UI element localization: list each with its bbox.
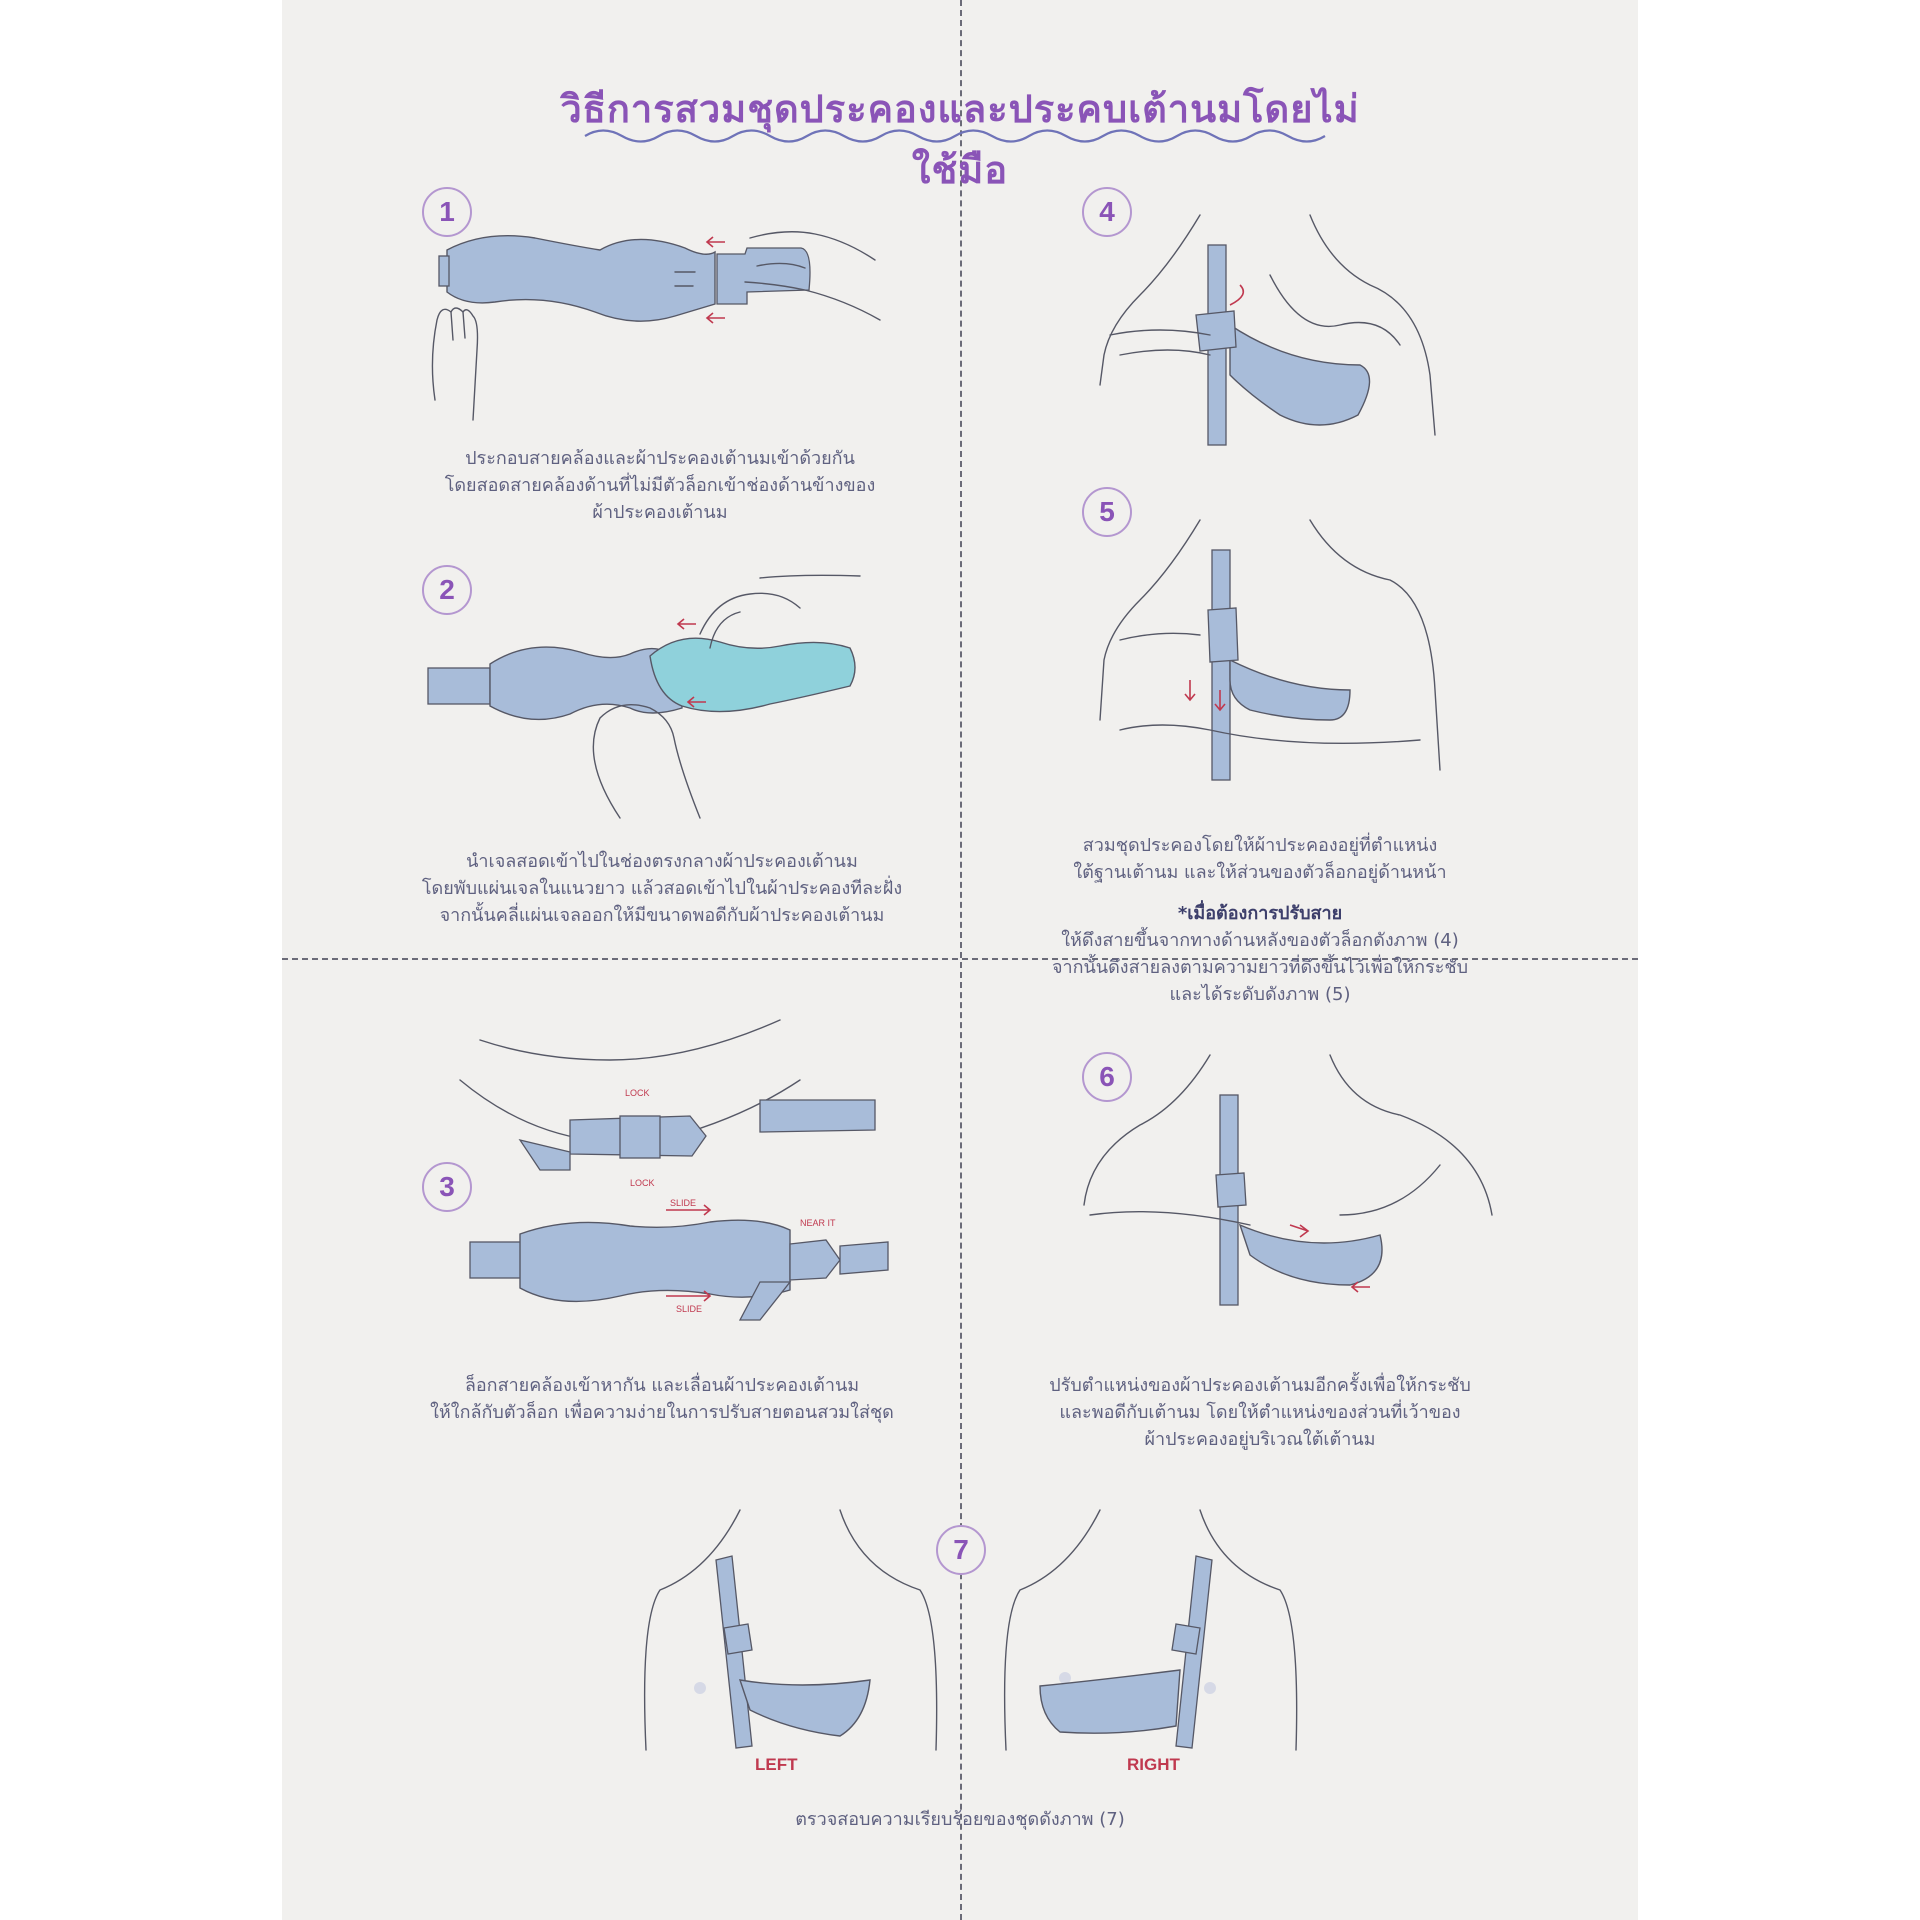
step-6-illustration — [1080, 1055, 1500, 1305]
step-3-number: 3 — [422, 1162, 472, 1212]
step-4-number: 4 — [1082, 187, 1132, 237]
caption-line: ผ้าประคองเต้านม — [592, 502, 728, 523]
caption-line: ปรับตำแหน่งของผ้าประคองเต้านมอีกครั้งเพื่อให้กระชับ — [1049, 1375, 1471, 1396]
step-6-number: 6 — [1082, 1052, 1132, 1102]
note-line: ให้ดึงสายขึ้นจากทางด้านหลังของตัวล็อกดังภาพ (4) — [1061, 930, 1459, 951]
caption-line: นำเจลสอดเข้าไปในช่องตรงกลางผ้าประคองเต้านม — [466, 851, 858, 872]
step-1-number: 1 — [422, 187, 472, 237]
caption-line: และพอดีกับเต้านม โดยให้ตำแหน่งของส่วนที่เว้าของ — [1059, 1402, 1461, 1423]
step-3-illustration — [460, 1020, 890, 1320]
caption-line: ประกอบสายคล้องและผ้าประคองเต้านมเข้าด้วยกัน — [465, 448, 855, 469]
adjust-note-heading: *เมื่อต้องการปรับสาย — [1177, 903, 1343, 924]
caption-line: ล็อกสายคล้องเข้าหากัน และเลื่อนผ้าประคองเต้านม — [464, 1375, 860, 1396]
step-2-caption — [392, 848, 932, 929]
caption-line: ผ้าประคองอยู่บริเวณใต้เต้านม — [1144, 1429, 1376, 1450]
step-5-illustration — [1100, 520, 1450, 780]
page-title: วิธีการสวมชุดประคองและประคบเต้านมโดยไม่ใช้มือ — [560, 87, 1360, 192]
caption-line: ใต้ฐานเต้านม และให้ส่วนของตัวล็อกอยู่ด้านหน้า — [1073, 862, 1447, 883]
right-label: RIGHT — [1127, 1755, 1180, 1774]
caption-line: ให้ใกล้กับตัวล็อก เพื่อความง่ายในการปรับสายตอนสวมใส่ชุด — [430, 1402, 894, 1423]
step-2-number: 2 — [422, 565, 472, 615]
step-7-number: 7 — [936, 1525, 986, 1575]
lock-label-bottom: LOCK — [630, 1178, 655, 1188]
step-4-illustration — [1100, 215, 1450, 450]
step-5-number: 5 — [1082, 487, 1132, 537]
step-7-left-illustration — [640, 1510, 960, 1774]
left-label: LEFT — [755, 1755, 798, 1774]
note-line: และได้ระดับดังภาพ (5) — [1169, 984, 1351, 1005]
step-7-caption: ตรวจสอบความเรียบร้อยของชุดดังภาพ (7) — [795, 1809, 1125, 1830]
slide-label-top: SLIDE — [670, 1198, 697, 1208]
caption-line: โดยพับแผ่นเจลในแนวยาว แล้วสอดเข้าไปในผ้าประคองทีละฝั่ง — [421, 878, 903, 899]
note-line: จากนั้นดึงสายลงตามความยาวที่ดึงขึ้นไว้เพื่อให้กระชับ — [1051, 957, 1469, 978]
step-1-illustration — [425, 220, 885, 430]
step-6-caption — [1010, 1372, 1510, 1453]
caption-line: สวมชุดประคองโดยให้ผ้าประคองอยู่ที่ตำแหน่ง — [1082, 835, 1438, 856]
step-2-illustration — [420, 568, 890, 823]
caption-line: โดยสอดสายคล้องด้านที่ไม่มีตัวล็อกเข้าช่องด้านข้างของ — [444, 475, 876, 496]
step-3-caption — [392, 1372, 932, 1426]
step-1-caption — [400, 445, 920, 526]
step-7-right-illustration — [1000, 1510, 1320, 1774]
slide-label-bottom: SLIDE — [676, 1304, 703, 1314]
vertical-cut-line — [960, 0, 962, 1920]
caption-line: จากนั้นคลี่แผ่นเจลออกให้มีขนาดพอดีกับผ้าประคองเต้านม — [439, 905, 885, 926]
step-5-caption — [1010, 832, 1510, 1008]
title-underline-wave — [585, 125, 1325, 147]
lock-label-top: LOCK — [625, 1088, 650, 1098]
near-label: NEAR IT — [800, 1218, 836, 1228]
